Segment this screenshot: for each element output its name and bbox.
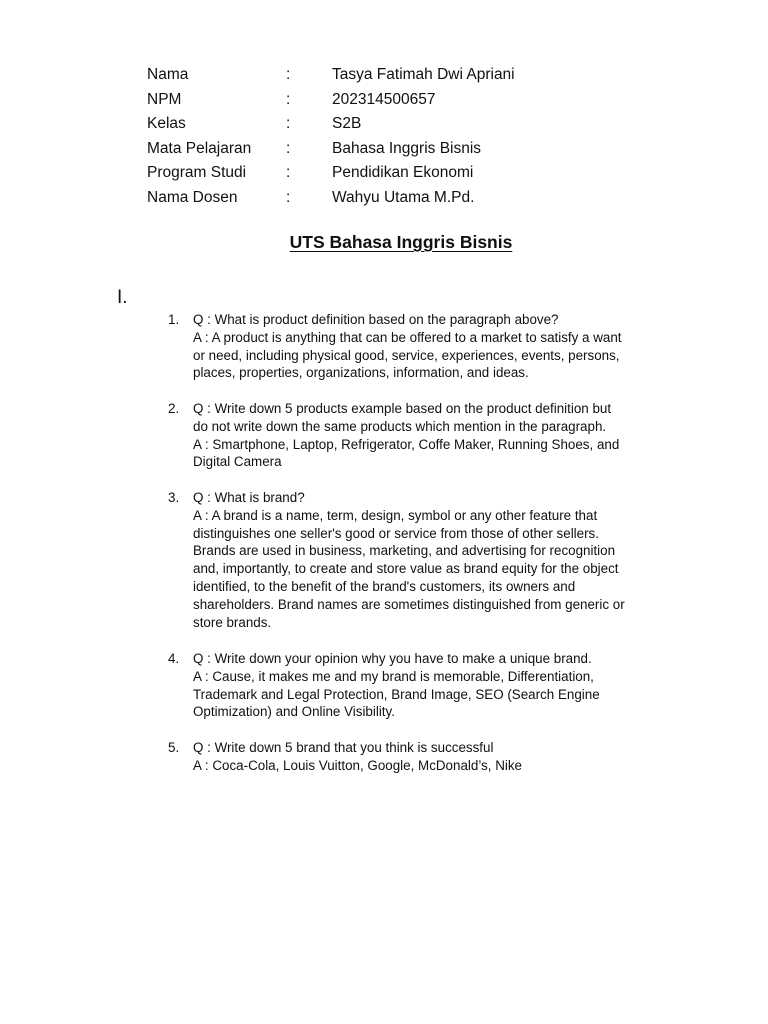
question-number: 5.	[168, 740, 180, 755]
identity-value: Wahyu Utama M.Pd.	[332, 188, 475, 206]
question-number: 3.	[168, 490, 180, 505]
question-text	[193, 311, 663, 382]
answer-line: A : A brand is a name, term, design, symbol or any other feature that	[193, 507, 598, 523]
question-number: 4.	[168, 651, 180, 666]
identity-colon: :	[286, 66, 291, 83]
identity-label: Nama	[147, 66, 189, 83]
identity-label: Nama Dosen	[147, 188, 238, 206]
answer-line: A : A product is anything that can be offered to a market to satisfy a want	[193, 329, 622, 345]
identity-colon: :	[286, 139, 291, 157]
question-line: Q : What is product definition based on the paragraph above?	[193, 312, 559, 327]
question-line: Q : Write down 5 products example based on the product definition but	[193, 401, 612, 416]
identity-row-program-studi	[147, 161, 707, 186]
question-text	[193, 650, 663, 721]
identity-value: 202314500657	[332, 90, 436, 108]
identity-value: Pendidikan Ekonomi	[332, 164, 474, 182]
answer-line: and, importantly, to create and store value as brand equity for the object	[193, 561, 619, 577]
identity-label: Kelas	[147, 115, 186, 133]
answer-line: shareholders. Brand names are sometimes distinguished from generic or	[193, 596, 625, 612]
question-line: do not write down the same products which mention in the paragraph.	[193, 418, 607, 434]
identity-colon: :	[286, 188, 291, 206]
identity-row-nama-dosen	[147, 186, 707, 211]
answer-line: or need, including physical good, service, experiences, events, persons,	[193, 347, 620, 363]
student-identity-block	[147, 63, 707, 211]
document-title: UTS Bahasa Inggris Bisnis	[289, 232, 513, 252]
question-line: Q : Write down your opinion why you have to make a unique brand.	[193, 651, 592, 666]
question-text	[193, 739, 663, 775]
identity-label: NPM	[147, 90, 182, 108]
answer-line: Trademark and Legal Protection, Brand Image, SEO (Search Engine	[193, 686, 600, 702]
section-label: I.	[117, 287, 128, 308]
identity-colon: :	[286, 115, 291, 133]
question-number: 2.	[168, 401, 180, 416]
identity-row-kelas	[147, 112, 707, 137]
identity-row-npm	[147, 88, 707, 113]
identity-value: S2B	[332, 115, 362, 133]
identity-label: Program Studi	[147, 164, 247, 182]
answer-line: A : Cause, it makes me and my brand is memorable, Differentiation,	[193, 668, 594, 684]
answer-line: distinguishes one seller's good or service from those of other sellers.	[193, 525, 599, 541]
answer-line: Optimization) and Online Visibility.	[193, 704, 395, 720]
identity-colon: :	[286, 164, 291, 182]
answer-line: Digital Camera	[193, 454, 282, 470]
answer-line: Brands are used in business, marketing, and advertising for recognition	[193, 543, 616, 559]
question-line: Q : Write down 5 brand that you think is successful	[193, 740, 494, 755]
question-number: 1.	[168, 312, 180, 327]
identity-colon: :	[286, 90, 291, 108]
identity-value: Tasya Fatimah Dwi Apriani	[332, 66, 515, 83]
answer-line: A : Coca-Cola, Louis Vuitton, Google, McDonald’s, Nike	[193, 757, 522, 773]
identity-row-nama	[147, 63, 707, 88]
identity-row-mata-pelajaran	[147, 137, 707, 162]
answer-line: identified, to the benefit of the brand's customers, its owners and	[193, 578, 576, 594]
question-line: Q : What is brand?	[193, 490, 305, 505]
identity-value: Bahasa Inggris Bisnis	[332, 139, 482, 157]
question-text	[193, 400, 663, 471]
answer-line: A : Smartphone, Laptop, Refrigerator, Coffe Maker, Running Shoes, and	[193, 436, 620, 452]
answer-line: places, properties, organizations, information, and ideas.	[193, 365, 529, 381]
identity-label: Mata Pelajaran	[147, 139, 252, 157]
answer-line: store brands.	[193, 614, 272, 630]
question-text	[193, 489, 663, 631]
